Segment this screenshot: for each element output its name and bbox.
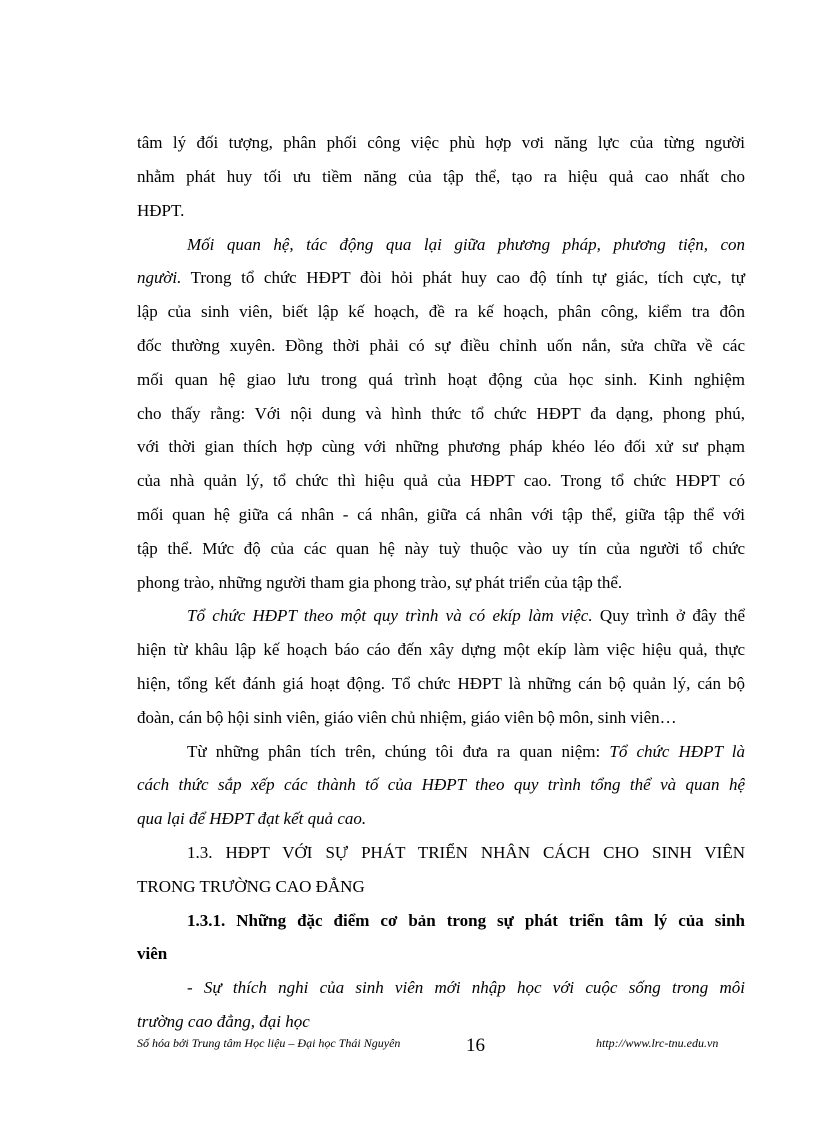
body-line: đốc thường xuyên. Đồng thời phải có sự điều chỉnh uốn nắn, sửa chữa về các [137, 336, 745, 355]
body-line: nhằm phát huy tối ưu tiềm năng của tập thể, tạo ra hiệu quả cao nhất cho [137, 167, 745, 186]
body-line: lập của sinh viên, biết lập kế hoạch, đề ra kế hoạch, phân công, kiểm tra đôn [137, 302, 745, 321]
subsection-heading: 1.3.1. Những đặc điểm cơ bản trong sự phát triển tâm lý của sinh [187, 911, 745, 930]
section-heading: TRONG TRƯỜNG CAO ĐẲNG [137, 877, 365, 896]
body-line: trường cao đẳng, đại học [137, 1012, 310, 1031]
body-line: HĐPT. [137, 201, 185, 220]
section-heading: 1.3. HĐPT VỚI SỰ PHÁT TRIỂN NHÂN CÁCH CHO SINH VIÊN [187, 843, 745, 862]
footer-url: http://www.lrc-tnu.edu.vn [596, 1036, 719, 1050]
body-line: - Sự thích nghi của sinh viên mới nhập học với cuộc sống trong môi [187, 978, 745, 997]
body-line: hiện từ khâu lập kế hoạch báo cáo đến xây dựng một ekíp làm việc hiệu quả, thực [137, 640, 745, 659]
body-line: người. Trong tổ chức HĐPT đòi hỏi phát huy cao độ tính tự giác, tích cực, tự [137, 268, 745, 287]
page-number: 16 [466, 1035, 485, 1056]
body-line: với thời gian thích hợp cùng với những phương pháp khéo léo đối xử sư phạm [137, 437, 745, 456]
body-line: Từ những phân tích trên, chúng tôi đưa ra quan niệm: Tổ chức HĐPT là [187, 742, 745, 761]
body-line: tập thể. Mức độ của các quan hệ này tuỳ thuộc vào uy tín của người tổ chức [137, 539, 745, 558]
body-line: mối quan hệ giữa cá nhân - cá nhân, giữa cá nhân với tập thể, giữa tập thể với [137, 505, 745, 524]
body-line: hiện, tổng kết đánh giá hoạt động. Tổ chức HĐPT là những cán bộ quản lý, cán bộ [137, 674, 745, 693]
body-line: qua lại để HĐPT đạt kết quả cao. [137, 809, 367, 828]
footer-source: Số hóa bởi Trung tâm Học liệu – Đại học Thái Nguyên [137, 1036, 401, 1050]
subsection-heading: viên [137, 944, 168, 963]
body-line: cách thức sắp xếp các thành tố của HĐPT theo quy trình tổng thể và quan hệ [137, 775, 745, 794]
body-line: phong trào, những người tham gia phong trào, sự phát triển của tập thể. [137, 573, 623, 592]
body-line: đoàn, cán bộ hội sinh viên, giáo viên chủ nhiệm, giáo viên bộ môn, sinh viên… [137, 708, 677, 727]
body-line: của nhà quản lý, tổ chức thì hiệu quả của HĐPT cao. Trong tổ chức HĐPT có [137, 471, 745, 490]
body-line: cho thấy rằng: Với nội dung và hình thức tổ chức HĐPT đa dạng, phong phú, [137, 404, 745, 423]
body-line: Mối quan hệ, tác động qua lại giữa phương pháp, phương tiện, con [187, 235, 745, 254]
body-line: mối quan hệ giao lưu trong quá trình hoạt động của học sinh. Kinh nghiệm [137, 370, 745, 389]
body-line: tâm lý đối tượng, phân phối công việc phù hợp vơi năng lực của từng người [137, 133, 745, 152]
body-line: Tổ chức HĐPT theo một quy trình và có ekíp làm việc. Quy trình ở đây thể [187, 606, 745, 625]
